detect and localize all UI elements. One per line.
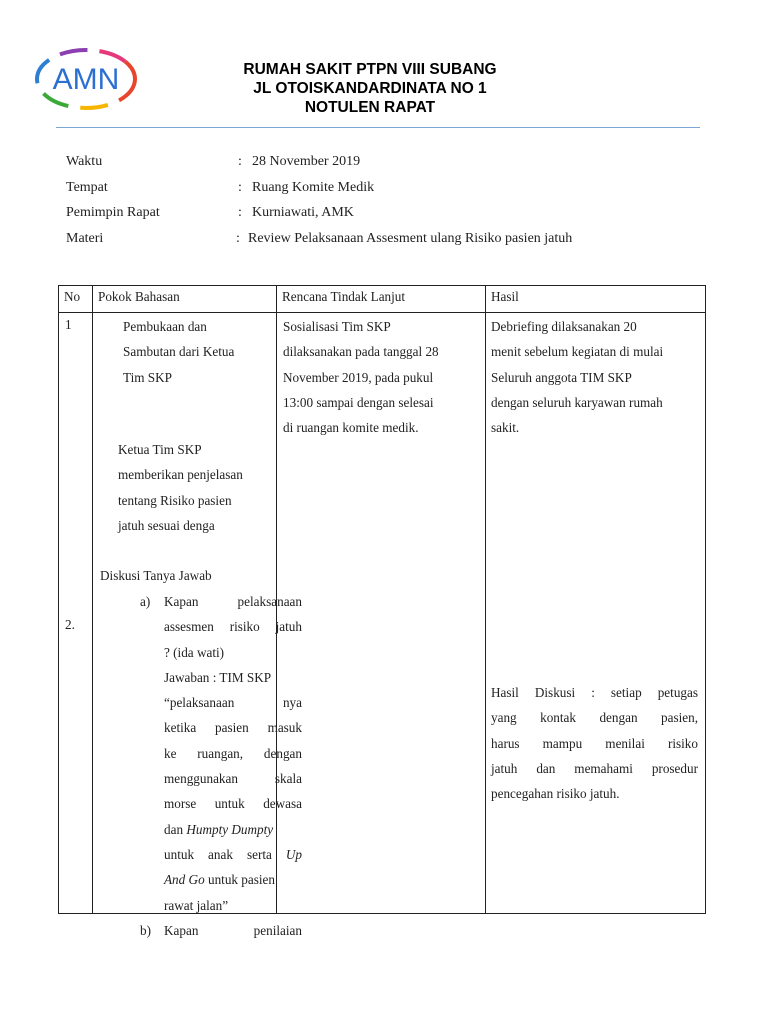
text-line: Sosialisasi Tim SKP — [283, 319, 391, 334]
text-line: yang kontak dengan pasien, — [491, 710, 698, 726]
header-rencana-tindak-lanjut: Rencana Tindak Lanjut — [277, 286, 486, 313]
meta-colon: : — [238, 154, 242, 169]
cell-pokok-bahasan — [93, 313, 302, 938]
header-divider — [56, 127, 700, 128]
text-fragment: untuk anak serta — [164, 846, 272, 862]
italic-term: Humpty Dumpty — [186, 821, 274, 837]
meta-value: Kurniawati, AMK — [252, 205, 354, 220]
text-line: Kapan penilaian — [164, 922, 302, 938]
hospital-name: RUMAH SAKIT PTPN VIII SUBANG — [243, 61, 497, 78]
text-fragment: untuk pasien — [207, 872, 275, 888]
text-line: ke ruangan, dengan — [164, 745, 302, 761]
italic-term: And Go — [164, 872, 205, 888]
meta-label: Waktu — [66, 154, 103, 169]
text-line: di ruangan komite medik. — [283, 420, 419, 436]
header-no: No — [59, 286, 93, 313]
hospital-address: JL OTOISKANDARDINATA NO 1 — [253, 80, 487, 97]
text-line: Pembukaan dan — [123, 319, 207, 334]
text-line: “pelaksanaan nya — [164, 695, 302, 711]
text-line: memberikan penjelasan — [118, 467, 243, 483]
text-line: Sambutan dari Ketua — [123, 344, 235, 360]
document-title: NOTULEN RAPAT — [304, 99, 436, 116]
text-line: pencegahan risiko jatuh. — [491, 786, 620, 802]
text-line: morse untuk dewasa — [164, 796, 302, 812]
row-number-2: 2. — [65, 617, 75, 632]
text-line: Debriefing dilaksanakan 20 — [491, 319, 637, 334]
opening-paragraph — [123, 314, 234, 390]
text-line: ? (ida wati) — [164, 644, 225, 660]
text-line: November 2019, pada pukul — [283, 369, 434, 385]
text-line: Kapan pelaksanaan — [164, 594, 302, 609]
text-line: dengan seluruh karyawan rumah — [491, 394, 663, 410]
explanation-paragraph — [118, 437, 243, 538]
result-text-1 — [491, 314, 663, 440]
text-line: jatuh dan memahami prosedur — [491, 760, 698, 776]
meta-colon: : — [238, 205, 242, 220]
list-marker: b) — [140, 922, 151, 938]
cell-hasil — [486, 313, 706, 914]
text-line: harus mampu menilai risiko — [491, 735, 698, 751]
meta-value: 28 November 2019 — [252, 154, 361, 169]
table-header-row — [59, 286, 706, 313]
meta-colon: : — [236, 230, 240, 246]
text-line: menggunakan skala — [164, 771, 302, 787]
text-line: sakit. — [491, 420, 520, 436]
result-text-2 — [491, 680, 698, 806]
text-line: menit sebelum kegiatan di mulai — [491, 344, 664, 360]
text-line: ketika pasien masuk — [164, 720, 302, 736]
cell-no — [59, 313, 93, 914]
text-line: dilaksanakan pada tanggal 28 — [283, 344, 439, 360]
meta-label: Tempat — [66, 179, 108, 195]
text-line: tentang Risiko pasien — [118, 492, 232, 508]
table-row — [59, 313, 706, 914]
meta-label: Pemimpin Rapat — [66, 205, 160, 220]
text-line: 13:00 sampai dengan selesai — [283, 394, 434, 410]
follow-up-text — [283, 314, 439, 440]
text-line: Hasil Diskusi : setiap petugas — [491, 685, 698, 700]
text-line: Jawaban : TIM SKP — [164, 669, 272, 685]
text-line: Seluruh anggota TIM SKP — [491, 369, 632, 385]
document-header — [150, 60, 590, 117]
minutes-table — [58, 285, 706, 938]
hospital-logo — [34, 47, 138, 111]
text-line: Ketua Tim SKP — [118, 442, 202, 457]
header-hasil: Hasil — [486, 286, 706, 313]
text-line: assesmen risiko jatuh — [164, 619, 302, 635]
meta-value: Review Pelaksanaan Assesment ulang Risiko pasien jatuh — [248, 230, 573, 246]
text-fragment: dan — [164, 821, 184, 837]
text-line: Tim SKP — [123, 369, 173, 385]
header-pokok-bahasan: Pokok Bahasan — [93, 286, 277, 313]
meta-colon: : — [238, 179, 242, 195]
text-line: rawat jalan” — [164, 897, 229, 913]
list-marker: a) — [140, 594, 151, 609]
discussion-heading: Diskusi Tanya Jawab — [100, 568, 212, 583]
meta-value: Ruang Komite Medik — [252, 179, 375, 195]
cell-rencana-tindak-lanjut — [277, 313, 486, 914]
italic-term: Up — [285, 846, 302, 862]
list-item — [140, 918, 302, 943]
row-number-1: 1 — [65, 317, 72, 332]
meta-label: Materi — [66, 230, 104, 246]
text-line: jatuh sesuai denga — [118, 517, 215, 533]
logo-text: AMN — [52, 63, 120, 96]
